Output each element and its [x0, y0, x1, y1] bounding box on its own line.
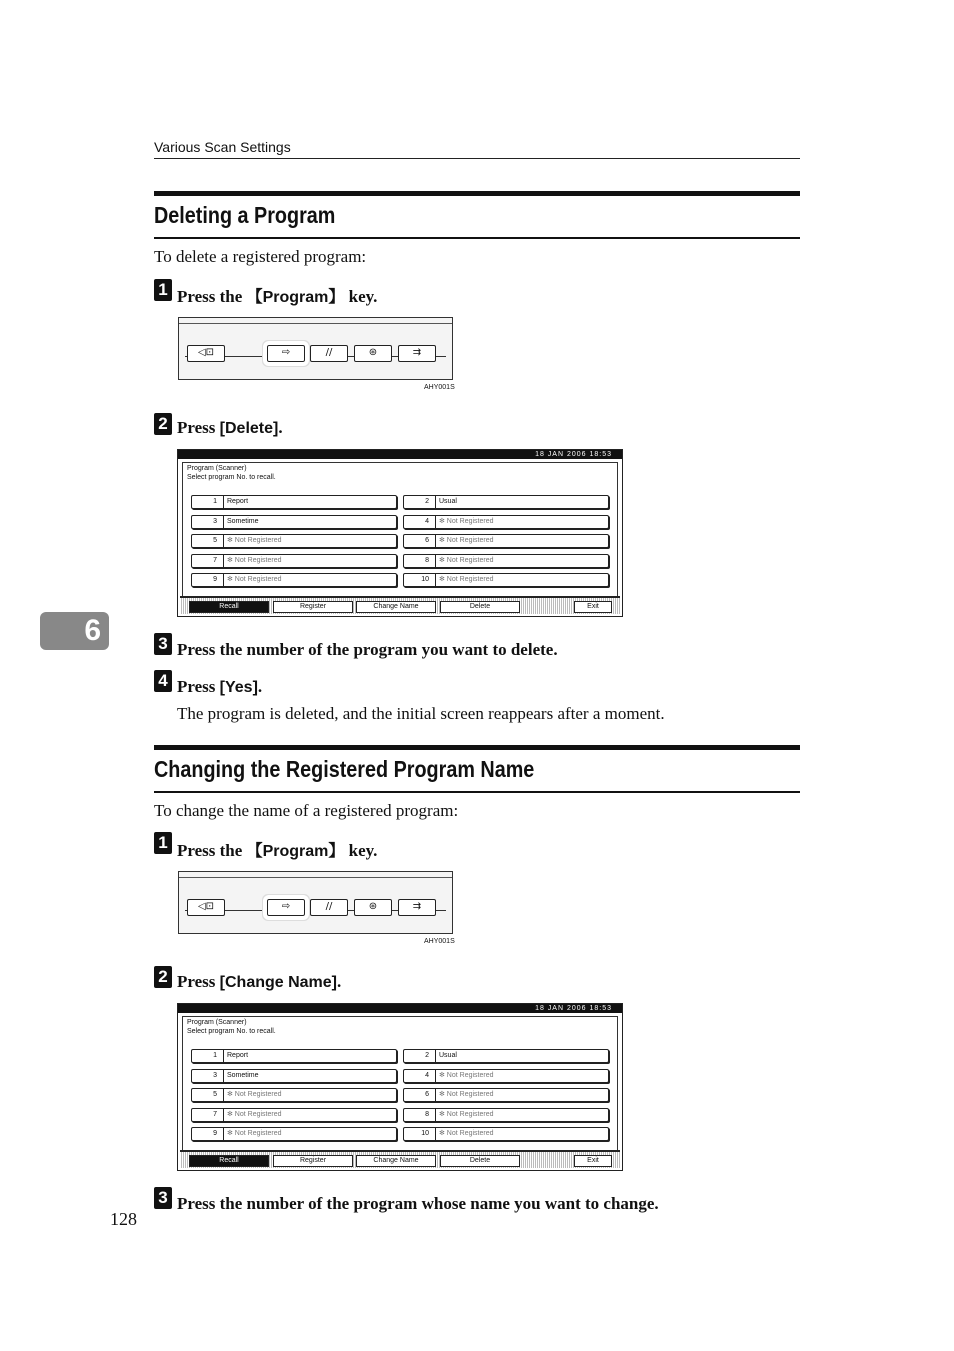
chapter-tab: 6 — [40, 612, 109, 650]
recall-button: Recall — [189, 1155, 269, 1167]
program-button: 4 ✻ Not Registered — [403, 515, 609, 529]
running-head: Various Scan Settings — [154, 139, 291, 155]
step-number: 1 — [154, 832, 172, 854]
program-button: 8 ✻ Not Registered — [403, 1108, 609, 1122]
figure-code: AHY001S — [424, 384, 455, 391]
section-title-change-name: Changing the Registered Program Name — [154, 756, 535, 782]
lcd-instruction: Select program No. to recall. — [187, 1028, 276, 1035]
program-button: 3 Sometime — [191, 515, 397, 529]
change-name-button: Change Name — [356, 601, 436, 613]
section-bottom-rule — [154, 237, 800, 239]
section-intro: To delete a registered program: — [154, 247, 367, 266]
section-bottom-rule — [154, 791, 800, 793]
energy-saver-key: ⊛ — [354, 899, 392, 916]
energy-saver-key: ⊛ — [354, 345, 392, 362]
program-key: ⇨ — [267, 345, 305, 362]
program-button: 3 Sometime — [191, 1069, 397, 1083]
step-number: 2 — [154, 413, 172, 435]
exit-button: Exit — [574, 1155, 612, 1167]
program-button: 10 ✻ Not Registered — [403, 573, 609, 587]
program-button: 5 ✻ Not Registered — [191, 534, 397, 548]
interrupt-key: ◁⊡ — [187, 899, 225, 916]
step-number: 2 — [154, 966, 172, 988]
page-number: 128 — [110, 1209, 137, 1229]
key-strip-illustration — [178, 871, 453, 934]
recall-button: Recall — [189, 601, 269, 613]
section-intro: To change the name of a registered program: — [154, 801, 459, 820]
program-button: 5 ✻ Not Registered — [191, 1088, 397, 1102]
program-button: 7 ✻ Not Registered — [191, 554, 397, 568]
delete-button: Delete — [440, 1155, 520, 1167]
step-number: 3 — [154, 1187, 172, 1209]
delete-button: Delete — [440, 601, 520, 613]
interrupt-key: ◁⊡ — [187, 345, 225, 362]
program-screen-illustration — [177, 1003, 623, 1171]
program-button: 2 Usual — [403, 1049, 609, 1063]
lcd-date: 18 JAN 2006 18:53 — [178, 1004, 622, 1013]
step-number: 3 — [154, 633, 172, 655]
program-key: ⇨ — [267, 899, 305, 916]
lcd-instruction: Select program No. to recall. — [187, 474, 276, 481]
step-text: Press the number of the program you want to delete. — [177, 640, 558, 659]
clear-stop-key: ⇉ — [398, 899, 436, 916]
change-name-button: Change Name — [356, 1155, 436, 1167]
section-title-delete: Deleting a Program — [154, 202, 336, 228]
program-button: 8 ✻ Not Registered — [403, 554, 609, 568]
register-button: Register — [273, 601, 353, 613]
clear-modes-key: // — [310, 345, 348, 362]
step-text: Press [Delete]. — [177, 418, 283, 437]
program-button: 6 ✻ Not Registered — [403, 1088, 609, 1102]
step-note: The program is deleted, and the initial screen reappears after a moment. — [177, 704, 665, 723]
program-button: 2 Usual — [403, 495, 609, 509]
clear-modes-key: // — [310, 899, 348, 916]
step-text: Press the 【Program】 key. — [177, 287, 378, 306]
header-rule — [154, 158, 800, 159]
program-button: 9 ✻ Not Registered — [191, 1127, 397, 1141]
program-button: 1 Report — [191, 495, 397, 509]
step-text: Press the 【Program】 key. — [177, 841, 378, 860]
step-number: 4 — [154, 670, 172, 692]
lcd-title: Program (Scanner) — [187, 1019, 247, 1026]
clear-stop-key: ⇉ — [398, 345, 436, 362]
program-button: 10 ✻ Not Registered — [403, 1127, 609, 1141]
key-strip-illustration — [178, 317, 453, 380]
program-button: 1 Report — [191, 1049, 397, 1063]
program-button: 4 ✻ Not Registered — [403, 1069, 609, 1083]
program-button: 9 ✻ Not Registered — [191, 573, 397, 587]
program-button: 6 ✻ Not Registered — [403, 534, 609, 548]
step-number: 1 — [154, 279, 172, 301]
step-text: Press [Yes]. — [177, 677, 263, 696]
section-top-rule — [154, 191, 800, 196]
figure-code: AHY001S — [424, 938, 455, 945]
exit-button: Exit — [574, 601, 612, 613]
step-text: Press the number of the program whose name you want to change. — [177, 1194, 659, 1213]
step-text: Press [Change Name]. — [177, 972, 342, 991]
lcd-date: 18 JAN 2006 18:53 — [178, 450, 622, 459]
register-button: Register — [273, 1155, 353, 1167]
program-button: 7 ✻ Not Registered — [191, 1108, 397, 1122]
program-screen-illustration — [177, 449, 623, 617]
section-top-rule — [154, 745, 800, 750]
lcd-title: Program (Scanner) — [187, 465, 247, 472]
